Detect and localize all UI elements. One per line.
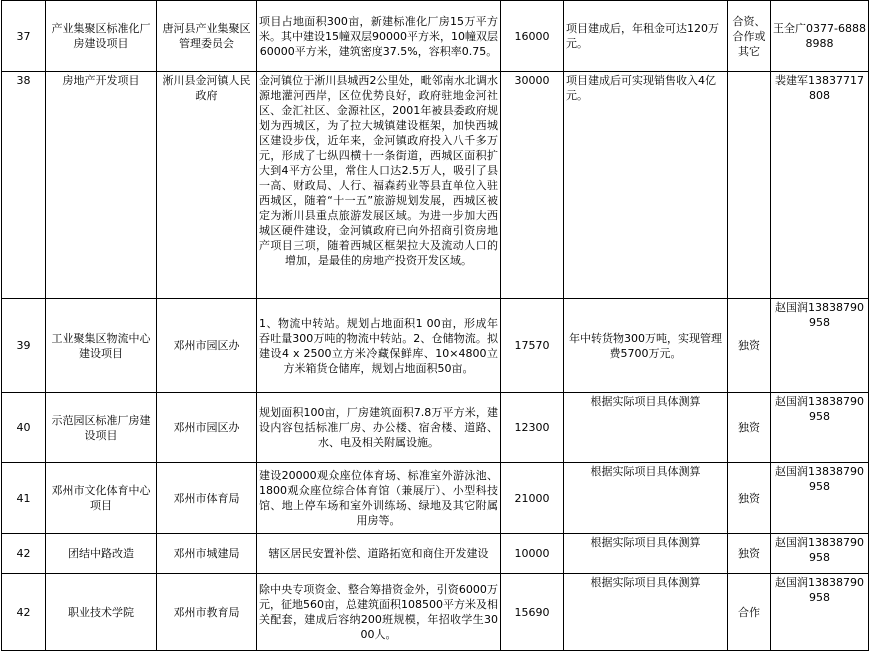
project-description: 辖区居民安置补偿、道路拓宽和商住开发建设 (257, 534, 501, 574)
row-number: 42 (2, 574, 46, 651)
project-description: 金河镇位于淅川县城西2公里处，毗邻南水北调水源地灌河西岸，区位优势良好，政府驻地金河社区、金汇社区、金源社区，2001年被县委政府规划为西城区，为了拉大城镇建设框架，加快西城区建设步伐，近年来，金河镇政府投入八千多万元，形成了七纵四横十一条街道，西城区面积扩大到4平方公里，常住人口达2.5万人，吸引了县一高、财政局、人行、福森药业等县直单位入驻西城区，随着“十一五”旅游规划发展，西城区被定为淅川县重点旅游发展区域。为进一步加大西城区硬件建设，金河镇政府已向外招商引资房地产项目三项，随着西城区框架拉大及流动人口的增加，是最佳的房地产投资开发区域。 (257, 72, 501, 299)
project-name: 团结中路改造 (46, 534, 157, 574)
responsible-org: 唐河县产业集聚区管理委员会 (157, 1, 257, 72)
table-row (2, 393, 869, 463)
contact-info: 赵国润13838790958 (771, 463, 869, 534)
investment-amount: 10000 (501, 534, 564, 574)
project-description: 1、物流中转站。规划占地面积1 00亩，形成年吞吐量300万吨的物流中转站。2、仓储物流。拟建设4 x 2500立方米冷藏保鲜库、10×4800立方米箱货仓储库，规划占地面积50亩。 (257, 299, 501, 393)
contact-info: 赵国润13838790958 (771, 299, 869, 393)
project-name: 房地产开发项目 (46, 72, 157, 299)
row-number: 39 (2, 299, 46, 393)
project-name: 邓州市文化体育中心项目 (46, 463, 157, 534)
responsible-org: 邓州市园区办 (157, 393, 257, 463)
responsible-org: 邓州市体育局 (157, 463, 257, 534)
table-row (2, 574, 869, 651)
cooperation-mode: 独资 (728, 463, 771, 534)
expected-benefit: 年中转货物300万吨，实现管理费5700万元。 (564, 299, 728, 393)
contact-info: 裴建军13837717808 (771, 72, 869, 299)
project-name: 示范园区标准厂房建设项目 (46, 393, 157, 463)
investment-amount: 16000 (501, 1, 564, 72)
project-description: 项目占地面积300亩，新建标准化厂房15万平方米。其中建设15幢双层90000平方米，10幢双层60000平方米，建筑密度37.5%，容积率0.75。 (257, 1, 501, 72)
cooperation-mode: 合作 (728, 574, 771, 651)
expected-benefit: 根据实际项目具体测算 (564, 463, 728, 534)
table-row (2, 72, 869, 299)
responsible-org: 邓州市城建局 (157, 534, 257, 574)
investment-amount: 21000 (501, 463, 564, 534)
table-row (2, 463, 869, 534)
responsible-org: 邓州市园区办 (157, 299, 257, 393)
expected-benefit: 项目建成后，年租金可达120万元。 (564, 1, 728, 72)
project-name: 工业聚集区物流中心建设项目 (46, 299, 157, 393)
project-name: 产业集聚区标准化厂房建设项目 (46, 1, 157, 72)
cooperation-mode: 独资 (728, 534, 771, 574)
investment-amount: 15690 (501, 574, 564, 651)
expected-benefit: 根据实际项目具体测算 (564, 534, 728, 574)
project-table (1, 0, 869, 651)
project-description: 建设20000观众座位体育场、标准室外游泳池、1800观众座位综合体育馆（兼展厅）、小型科技馆、地上停车场和室外训练场、绿地及其它附属用房等。 (257, 463, 501, 534)
contact-info: 赵国润13838790958 (771, 393, 869, 463)
expected-benefit: 根据实际项目具体测算 (564, 393, 728, 463)
cooperation-mode: 独资 (728, 299, 771, 393)
project-description: 规划面积100亩，厂房建筑面积7.8万平方米，建设内容包括标准厂房、办公楼、宿舍楼、道路、水、电及相关附属设施。 (257, 393, 501, 463)
row-number: 40 (2, 393, 46, 463)
row-number: 38 (2, 72, 46, 299)
project-name: 职业技术学院 (46, 574, 157, 651)
row-number: 37 (2, 1, 46, 72)
contact-info: 赵国润13838790958 (771, 574, 869, 651)
project-description: 除中央专项资金、整合筹措资金外，引资6000万元，征地560亩，总建筑面积108500平方米及相关配套，建成后容纳200班规模，年招收学生3000人。 (257, 574, 501, 651)
investment-amount: 17570 (501, 299, 564, 393)
contact-info: 王全广0377-68888988 (771, 1, 869, 72)
expected-benefit: 根据实际项目具体测算 (564, 574, 728, 651)
cooperation-mode: 独资 (728, 393, 771, 463)
investment-amount: 12300 (501, 393, 564, 463)
investment-amount: 30000 (501, 72, 564, 299)
contact-info: 赵国润13838790958 (771, 534, 869, 574)
table-row (2, 1, 869, 72)
row-number: 41 (2, 463, 46, 534)
row-number: 42 (2, 534, 46, 574)
table-row (2, 299, 869, 393)
cooperation-mode: 合资、合作或其它 (728, 1, 771, 72)
expected-benefit: 项目建成后可实现销售收入4亿元。 (564, 72, 728, 299)
cooperation-mode (728, 72, 771, 299)
responsible-org: 淅川县金河镇人民政府 (157, 72, 257, 299)
table-row (2, 534, 869, 574)
responsible-org: 邓州市教育局 (157, 574, 257, 651)
